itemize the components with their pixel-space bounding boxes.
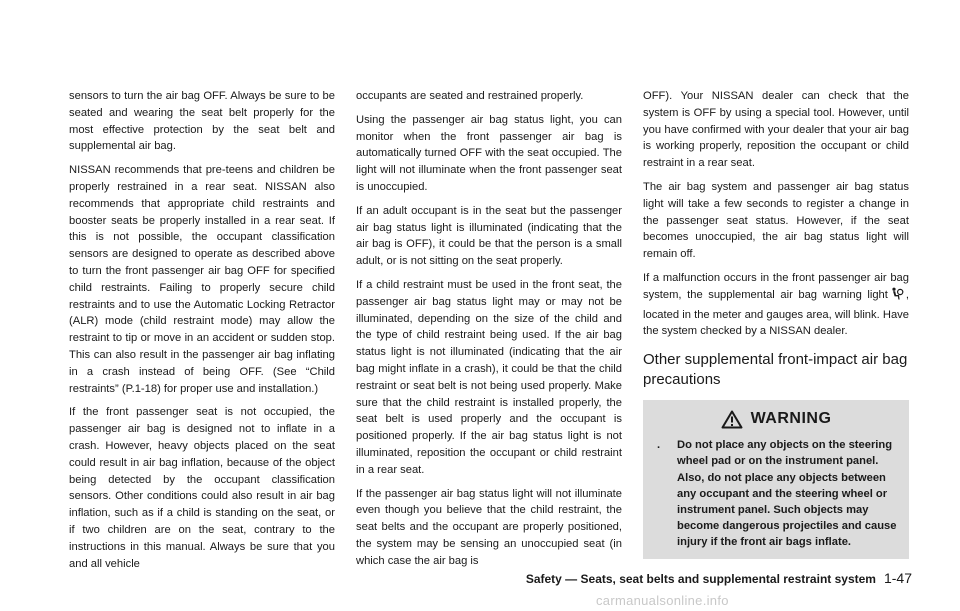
watermark: carmanualsonline.info: [596, 593, 729, 608]
warning-header: [651, 406, 901, 437]
page-footer: [526, 570, 912, 586]
paragraph: Using the passenger air bag status light, you can monitor when the front passenger air bag is automatically turned OFF with the seat occupied. The light will not illuminate when the front passenger seat is unoccupied.: [356, 113, 622, 193]
section-heading: Other supplemental front-impact air bag precautions: [643, 351, 908, 389]
bullet: .: [657, 439, 661, 452]
paragraph: OFF). Your NISSAN dealer can check that the system is OFF by using a special tool. However, until you have confirmed with your dealer that your air bag is working properly, reposition the occupant or child restraint in a rear seat.: [643, 90, 909, 170]
paragraph: If the front passenger seat is not occupied, the passenger air bag is designed not to inflate in a crash. However, heavy objects placed on the seat could result in air bag inflation, because of the object being detected by the occupant classification sensors. Other conditions could also result in air bag inflation, such as if a child is standing on the seat, or if two children are on the seat, contrary to the instructions in this manual. Always be sure that you and all vehicle: [69, 406, 335, 570]
paragraph: The air bag system and passenger air bag status light will take a few seconds to register a change in the passenger seat status. However, if the seat becomes unoccupied, the air bag status light will remain off.: [643, 180, 909, 261]
warning-triangle-icon: [721, 410, 743, 429]
text-column-3: [643, 88, 909, 559]
warning-item-text: Do not place any objects on the steering wheel pad or on the instrument panel. Also, do not place any objects between any occupant and the steering wheel or instrument panel. Such objects may become dangerous projectiles and cause injury if the front air bags inflate.: [677, 439, 897, 549]
malfunction-text-start: If a malfunction occurs in the front passenger air bag system, the supplemental air bag warning light: [643, 271, 909, 301]
paragraph: NISSAN recommends that pre-teens and children be properly restrained in a rear seat. NISSAN also recommends that appropriate child restraints and booster seats be properly installed in a rear seat. If this is not possible, the occupant classification sensors are designed to operate as described above to turn the front passenger air bag OFF for specified child restraints. Failing to properly secure child restraints and to use the Automatic Locking Retractor (ALR) mode (child restraint mode) may allow the restraint to tip or move in an accident or sudden stop. This can also result in the passenger air bag inflating in a crash instead of being OFF. (See “Child restraints” (P.1-18) for proper use and installation.): [69, 164, 335, 395]
malfunction-text-end: , located in the meter and gauges area, will blink. Have the system checked by a NISSAN dealer.: [643, 288, 909, 338]
text-column-2: [356, 88, 622, 577]
warning-item: [651, 437, 901, 550]
paragraph: If an adult occupant is in the seat but the passenger air bag status light is illuminated (indicating that the air bag is OFF), it could be that the person is a small adult, or is not sitting on the seat properly.: [356, 204, 622, 268]
paragraph: occupants are seated and restrained properly.: [356, 90, 584, 102]
paragraph: sensors to turn the air bag OFF. Always be sure to be seated and wearing the seat belt properly for the most effective protection by the seat belt and supplemental air bag.: [69, 90, 335, 153]
malfunction-paragraph: [643, 270, 909, 340]
warning-title: WARNING: [750, 410, 832, 428]
paragraph: If the passenger air bag status light will not illuminate even though you believe that the child restraint, the seat belts and the occupant are properly positioned, the system may be sensing an unoccupied seat (in which case the air bag is: [356, 487, 622, 567]
text-column-1: [69, 88, 335, 579]
warning-box: [643, 400, 909, 558]
page-number: 1-47: [883, 570, 912, 586]
airbag-warning-light-icon: [890, 287, 904, 307]
paragraph: If a child restraint must be used in the front seat, the passenger air bag status light may or may not be illuminated, depending on the size of the child and the type of child restraint being used. If the air bag status light is not illuminated (indicating that the air bag might inflate in a crash), it could be that the child restraint or seat belt is not being used properly. Make sure that the child restraint is installed properly, the seat belt is used properly and the occupant is positioned properly. If the air bag status light is not illuminated, reposition the occupant or child restraint in a rear seat.: [356, 278, 622, 476]
footer-section-title: Safety — Seats, seat belts and supplemental restraint system: [525, 572, 876, 586]
warning-list: [651, 437, 901, 550]
